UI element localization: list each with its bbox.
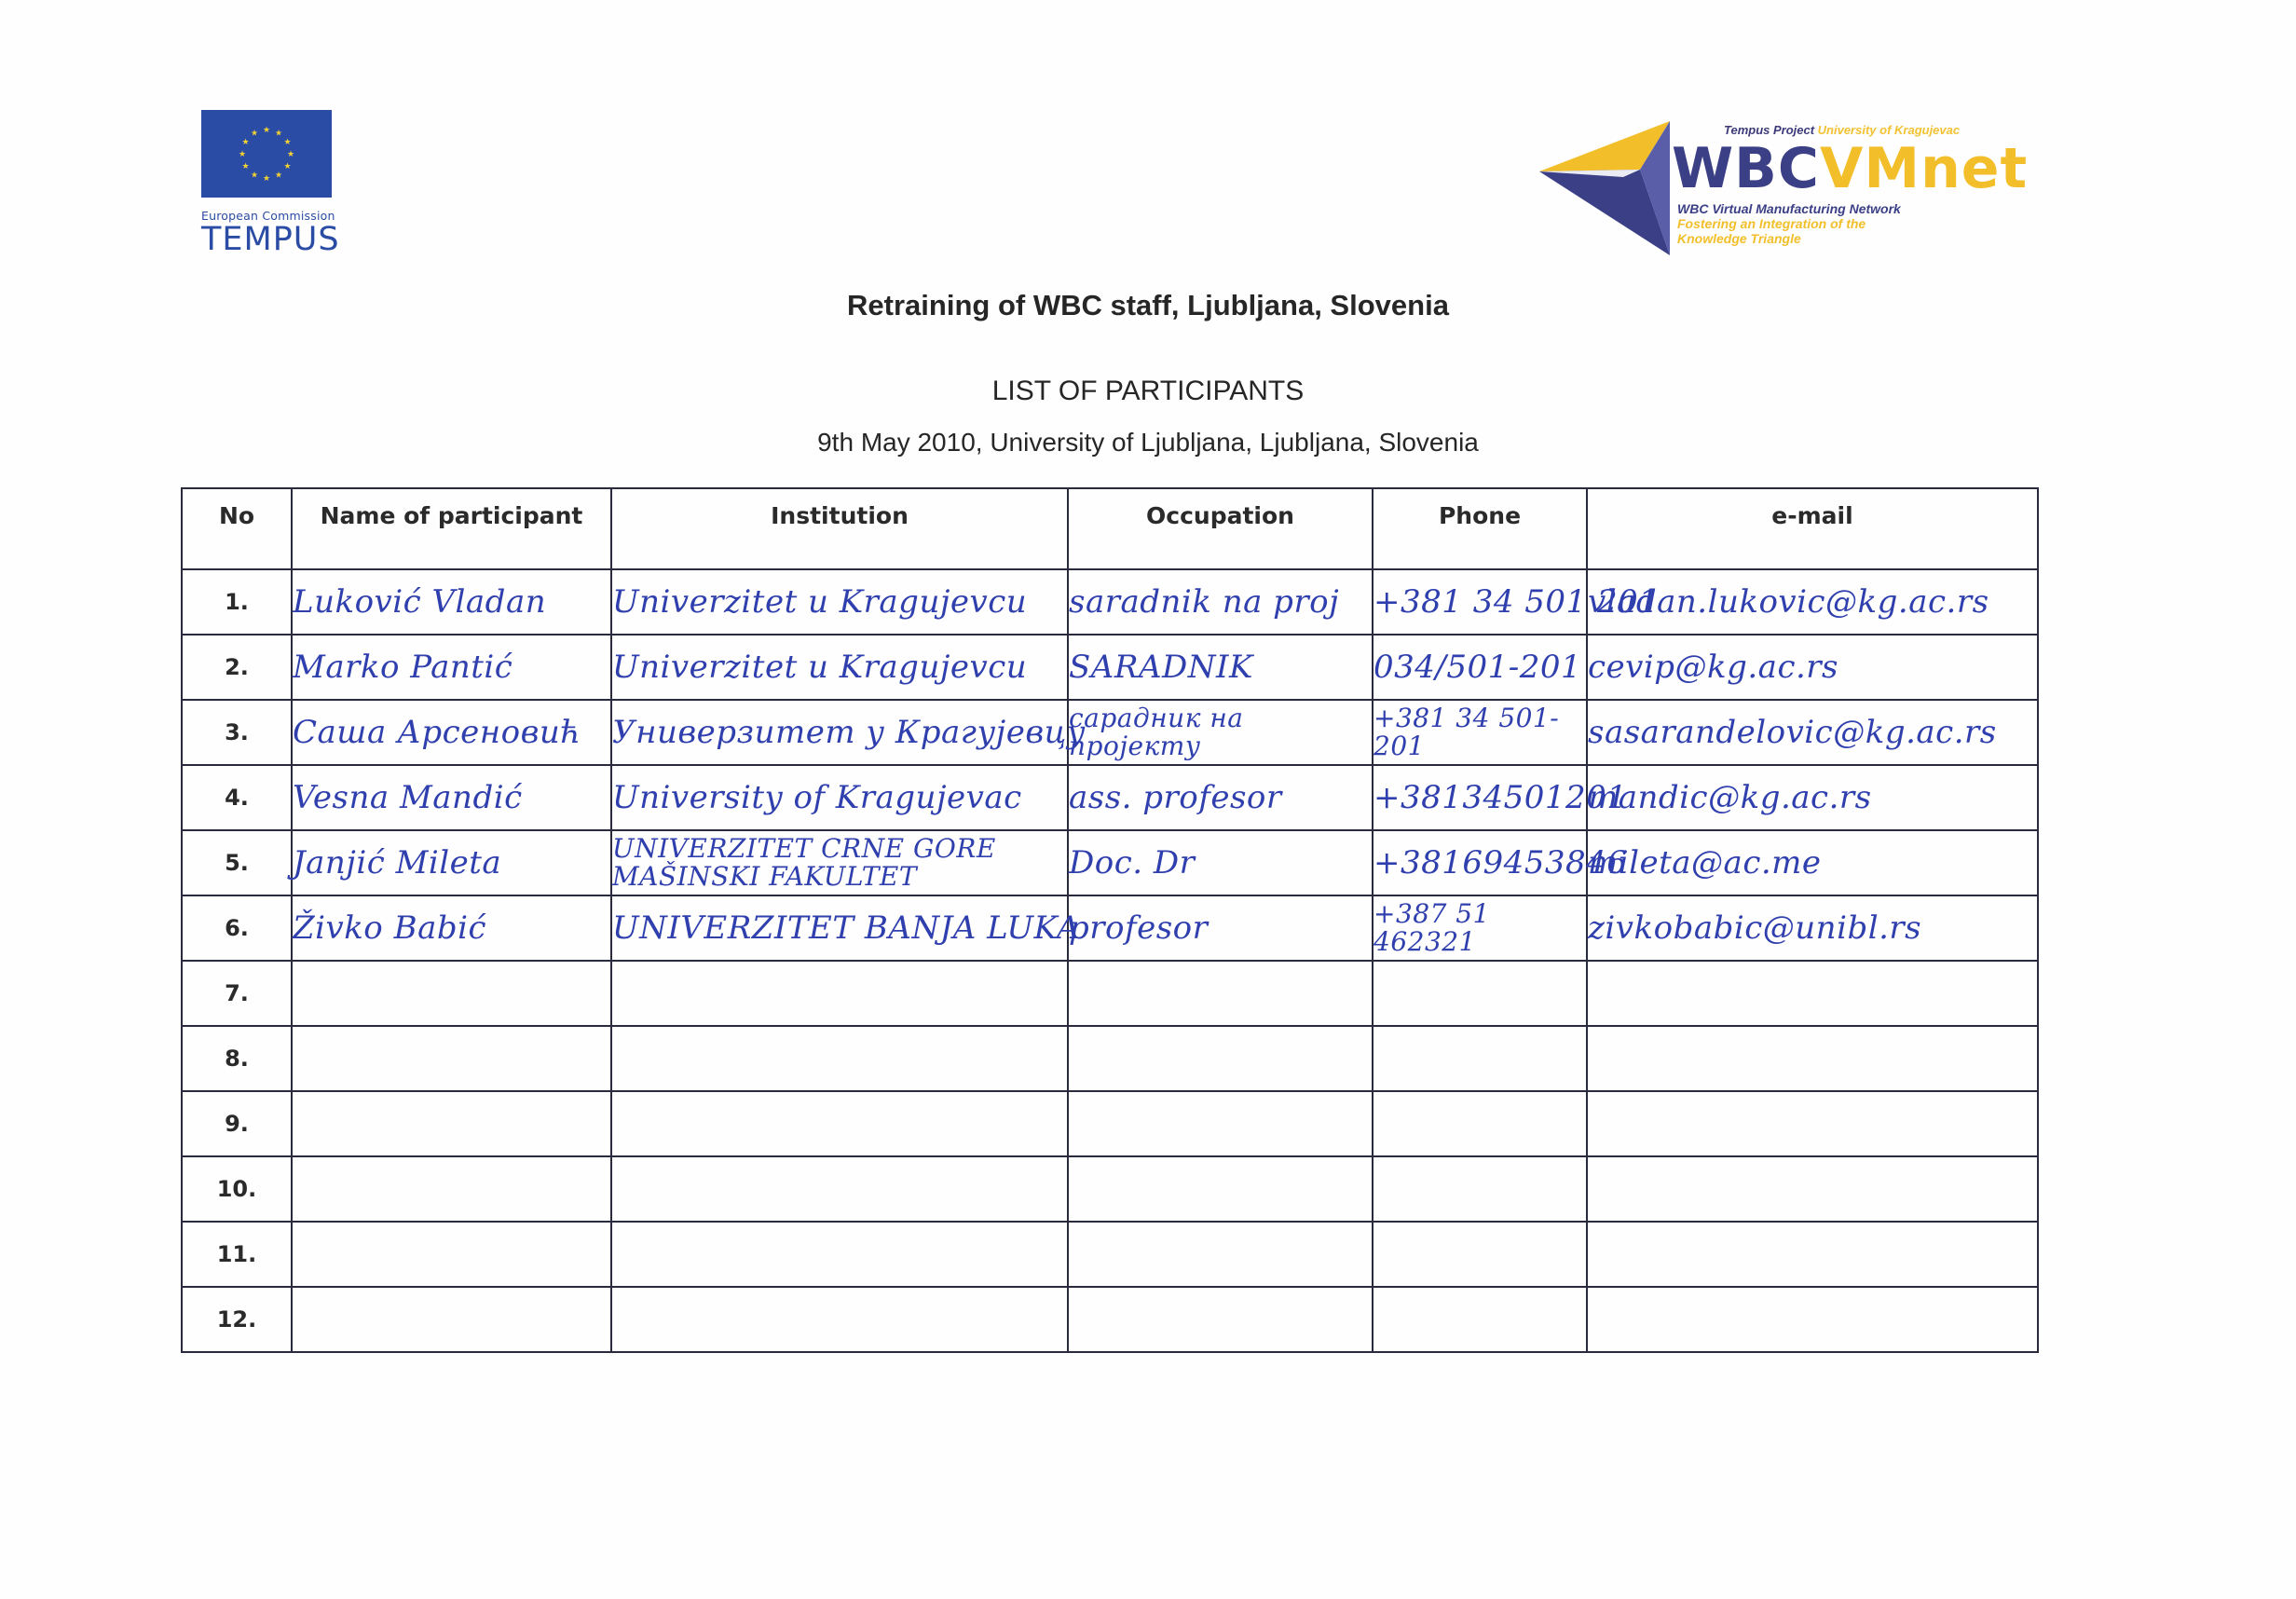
table-header-row	[182, 488, 2038, 569]
star-icon: ★	[250, 170, 259, 180]
table-row	[182, 700, 2038, 765]
wbc-line3: Knowledge Triangle	[1677, 231, 1801, 246]
cell-name	[292, 1026, 611, 1091]
cell-occupation: ass. profesor	[1068, 765, 1373, 830]
cell-name: Vesna Mandić	[292, 765, 611, 830]
header-email: e-mail	[1587, 488, 2038, 569]
cell-phone: +381 34 501 201	[1373, 569, 1587, 635]
cell-email	[1587, 1287, 2038, 1352]
cell-phone	[1373, 1091, 1587, 1156]
star-icon: ★	[241, 137, 250, 146]
cell-name: Janjić Mileta	[292, 830, 611, 895]
star-icon: ★	[286, 149, 295, 158]
tempus-brand: TEMPUS	[201, 221, 340, 258]
row-number: 10.	[182, 1156, 292, 1222]
row-number: 7.	[182, 961, 292, 1026]
header-phone: Phone	[1373, 488, 1587, 569]
header-occupation: Occupation	[1068, 488, 1373, 569]
eu-flag-icon	[201, 110, 332, 198]
row-number: 12.	[182, 1287, 292, 1352]
cell-phone: +387 51 462321	[1373, 895, 1587, 961]
cell-occupation: saradnik na proj	[1068, 569, 1373, 635]
cell-phone: 034/501-201	[1373, 635, 1587, 700]
cell-institution: Univerzitet u Kragujevcu	[611, 569, 1068, 635]
cell-institution	[611, 1156, 1068, 1222]
table-row	[182, 895, 2038, 961]
cell-occupation	[1068, 1287, 1373, 1352]
cell-institution: Univerzitet u Kragujevcu	[611, 635, 1068, 700]
cell-email: mileta@ac.me	[1587, 830, 2038, 895]
cell-name	[292, 1222, 611, 1287]
wbc-name-part1: WBC	[1672, 136, 1820, 201]
page-title: Retraining of WBC staff, Ljubljana, Slovenia	[847, 289, 1449, 321]
cell-phone: +381 34 501-201	[1373, 700, 1587, 765]
star-icon: ★	[274, 170, 283, 180]
star-icon: ★	[283, 161, 292, 171]
cell-name	[292, 961, 611, 1026]
wbcvmnet-logo	[1538, 117, 2029, 257]
cell-occupation	[1068, 1091, 1373, 1156]
wbc-name-part2: VMnet	[1819, 136, 2029, 201]
cell-phone: +38169453846	[1373, 830, 1587, 895]
cell-email	[1587, 1222, 2038, 1287]
cell-institution: UNIVERZITET CRNE GORE MAŠINSKI FAKULTET	[611, 830, 1068, 895]
cell-name: Živko Babić	[292, 895, 611, 961]
cell-institution	[611, 1026, 1068, 1091]
cell-institution	[611, 1287, 1068, 1352]
cell-email: zivkobabic@unibl.rs	[1587, 895, 2038, 961]
wbc-subtitle	[1677, 201, 1901, 246]
cell-email	[1587, 1156, 2038, 1222]
cell-email: sasarandelovic@kg.ac.rs	[1587, 700, 2038, 765]
star-icon: ★	[283, 137, 292, 146]
table-row	[182, 1287, 2038, 1352]
cell-name: Саша Арсеновић	[292, 700, 611, 765]
cell-name	[292, 1287, 611, 1352]
star-icon: ★	[262, 173, 271, 183]
cell-phone	[1373, 1156, 1587, 1222]
row-number: 8.	[182, 1026, 292, 1091]
cell-institution	[611, 1091, 1068, 1156]
header-institution: Institution	[611, 488, 1068, 569]
table-row	[182, 569, 2038, 635]
wbc-name	[1672, 138, 2028, 199]
cell-occupation	[1068, 1026, 1373, 1091]
cell-institution: UNIVERZITET BANJA LUKA	[611, 895, 1068, 961]
cell-institution: Универзитет у Крагујевцу	[611, 700, 1068, 765]
table-row	[182, 1026, 2038, 1091]
wbc-tag	[1724, 123, 1960, 137]
event-dateline: 9th May 2010, University of Ljubljana, Ljubljana, Slovenia	[817, 428, 1479, 457]
cell-institution: University of Kragujevac	[611, 765, 1068, 830]
tempus-logo	[201, 110, 340, 258]
table-row	[182, 961, 2038, 1026]
cell-email	[1587, 961, 2038, 1026]
row-number: 4.	[182, 765, 292, 830]
wbc-tag-prefix: Tempus Project	[1724, 123, 1818, 137]
star-icon: ★	[250, 128, 259, 138]
table-row	[182, 765, 2038, 830]
cell-phone	[1373, 961, 1587, 1026]
row-number: 11.	[182, 1222, 292, 1287]
star-icon: ★	[274, 128, 283, 138]
row-number: 5.	[182, 830, 292, 895]
cell-institution	[611, 1222, 1068, 1287]
participants-table	[181, 487, 2039, 1353]
cell-email	[1587, 1026, 2038, 1091]
cell-occupation	[1068, 1156, 1373, 1222]
cell-name: Luković Vladan	[292, 569, 611, 635]
table-row	[182, 635, 2038, 700]
cell-email: vladan.lukovic@kg.ac.rs	[1587, 569, 2038, 635]
wbc-line1: WBC Virtual Manufacturing Network	[1677, 201, 1901, 216]
header-name: Name of participant	[292, 488, 611, 569]
cell-phone	[1373, 1222, 1587, 1287]
row-number: 3.	[182, 700, 292, 765]
table-row	[182, 1091, 2038, 1156]
cell-phone	[1373, 1026, 1587, 1091]
cell-email: mandic@kg.ac.rs	[1587, 765, 2038, 830]
page-subtitle: LIST OF PARTICIPANTS	[991, 376, 1305, 406]
cell-occupation: SARADNIK	[1068, 635, 1373, 700]
cell-occupation: profesor	[1068, 895, 1373, 961]
row-number: 2.	[182, 635, 292, 700]
table-row	[182, 830, 2038, 895]
header-no: No	[182, 488, 292, 569]
star-icon: ★	[262, 125, 271, 134]
table-row	[182, 1222, 2038, 1287]
wbc-tag-highlight: University of Kragujevac	[1817, 123, 1961, 137]
cell-occupation	[1068, 961, 1373, 1026]
cell-phone: +38134501201	[1373, 765, 1587, 830]
table-row	[182, 1156, 2038, 1222]
row-number: 9.	[182, 1091, 292, 1156]
star-icon: ★	[241, 161, 250, 171]
cell-occupation: сарадник на пројекту	[1068, 700, 1373, 765]
star-icon: ★	[238, 149, 247, 158]
cell-occupation	[1068, 1222, 1373, 1287]
row-number: 6.	[182, 895, 292, 961]
cell-name	[292, 1091, 611, 1156]
cell-email	[1587, 1091, 2038, 1156]
cell-occupation: Doc. Dr	[1068, 830, 1373, 895]
cell-name	[292, 1156, 611, 1222]
cell-email: cevip@kg.ac.rs	[1587, 635, 2038, 700]
row-number: 1.	[182, 569, 292, 635]
cell-name: Marko Pantić	[292, 635, 611, 700]
cell-institution	[611, 961, 1068, 1026]
eu-caption: European Commission	[201, 209, 335, 223]
cell-phone	[1373, 1287, 1587, 1352]
wbc-line2: Fostering an Integration of the	[1677, 216, 1866, 231]
